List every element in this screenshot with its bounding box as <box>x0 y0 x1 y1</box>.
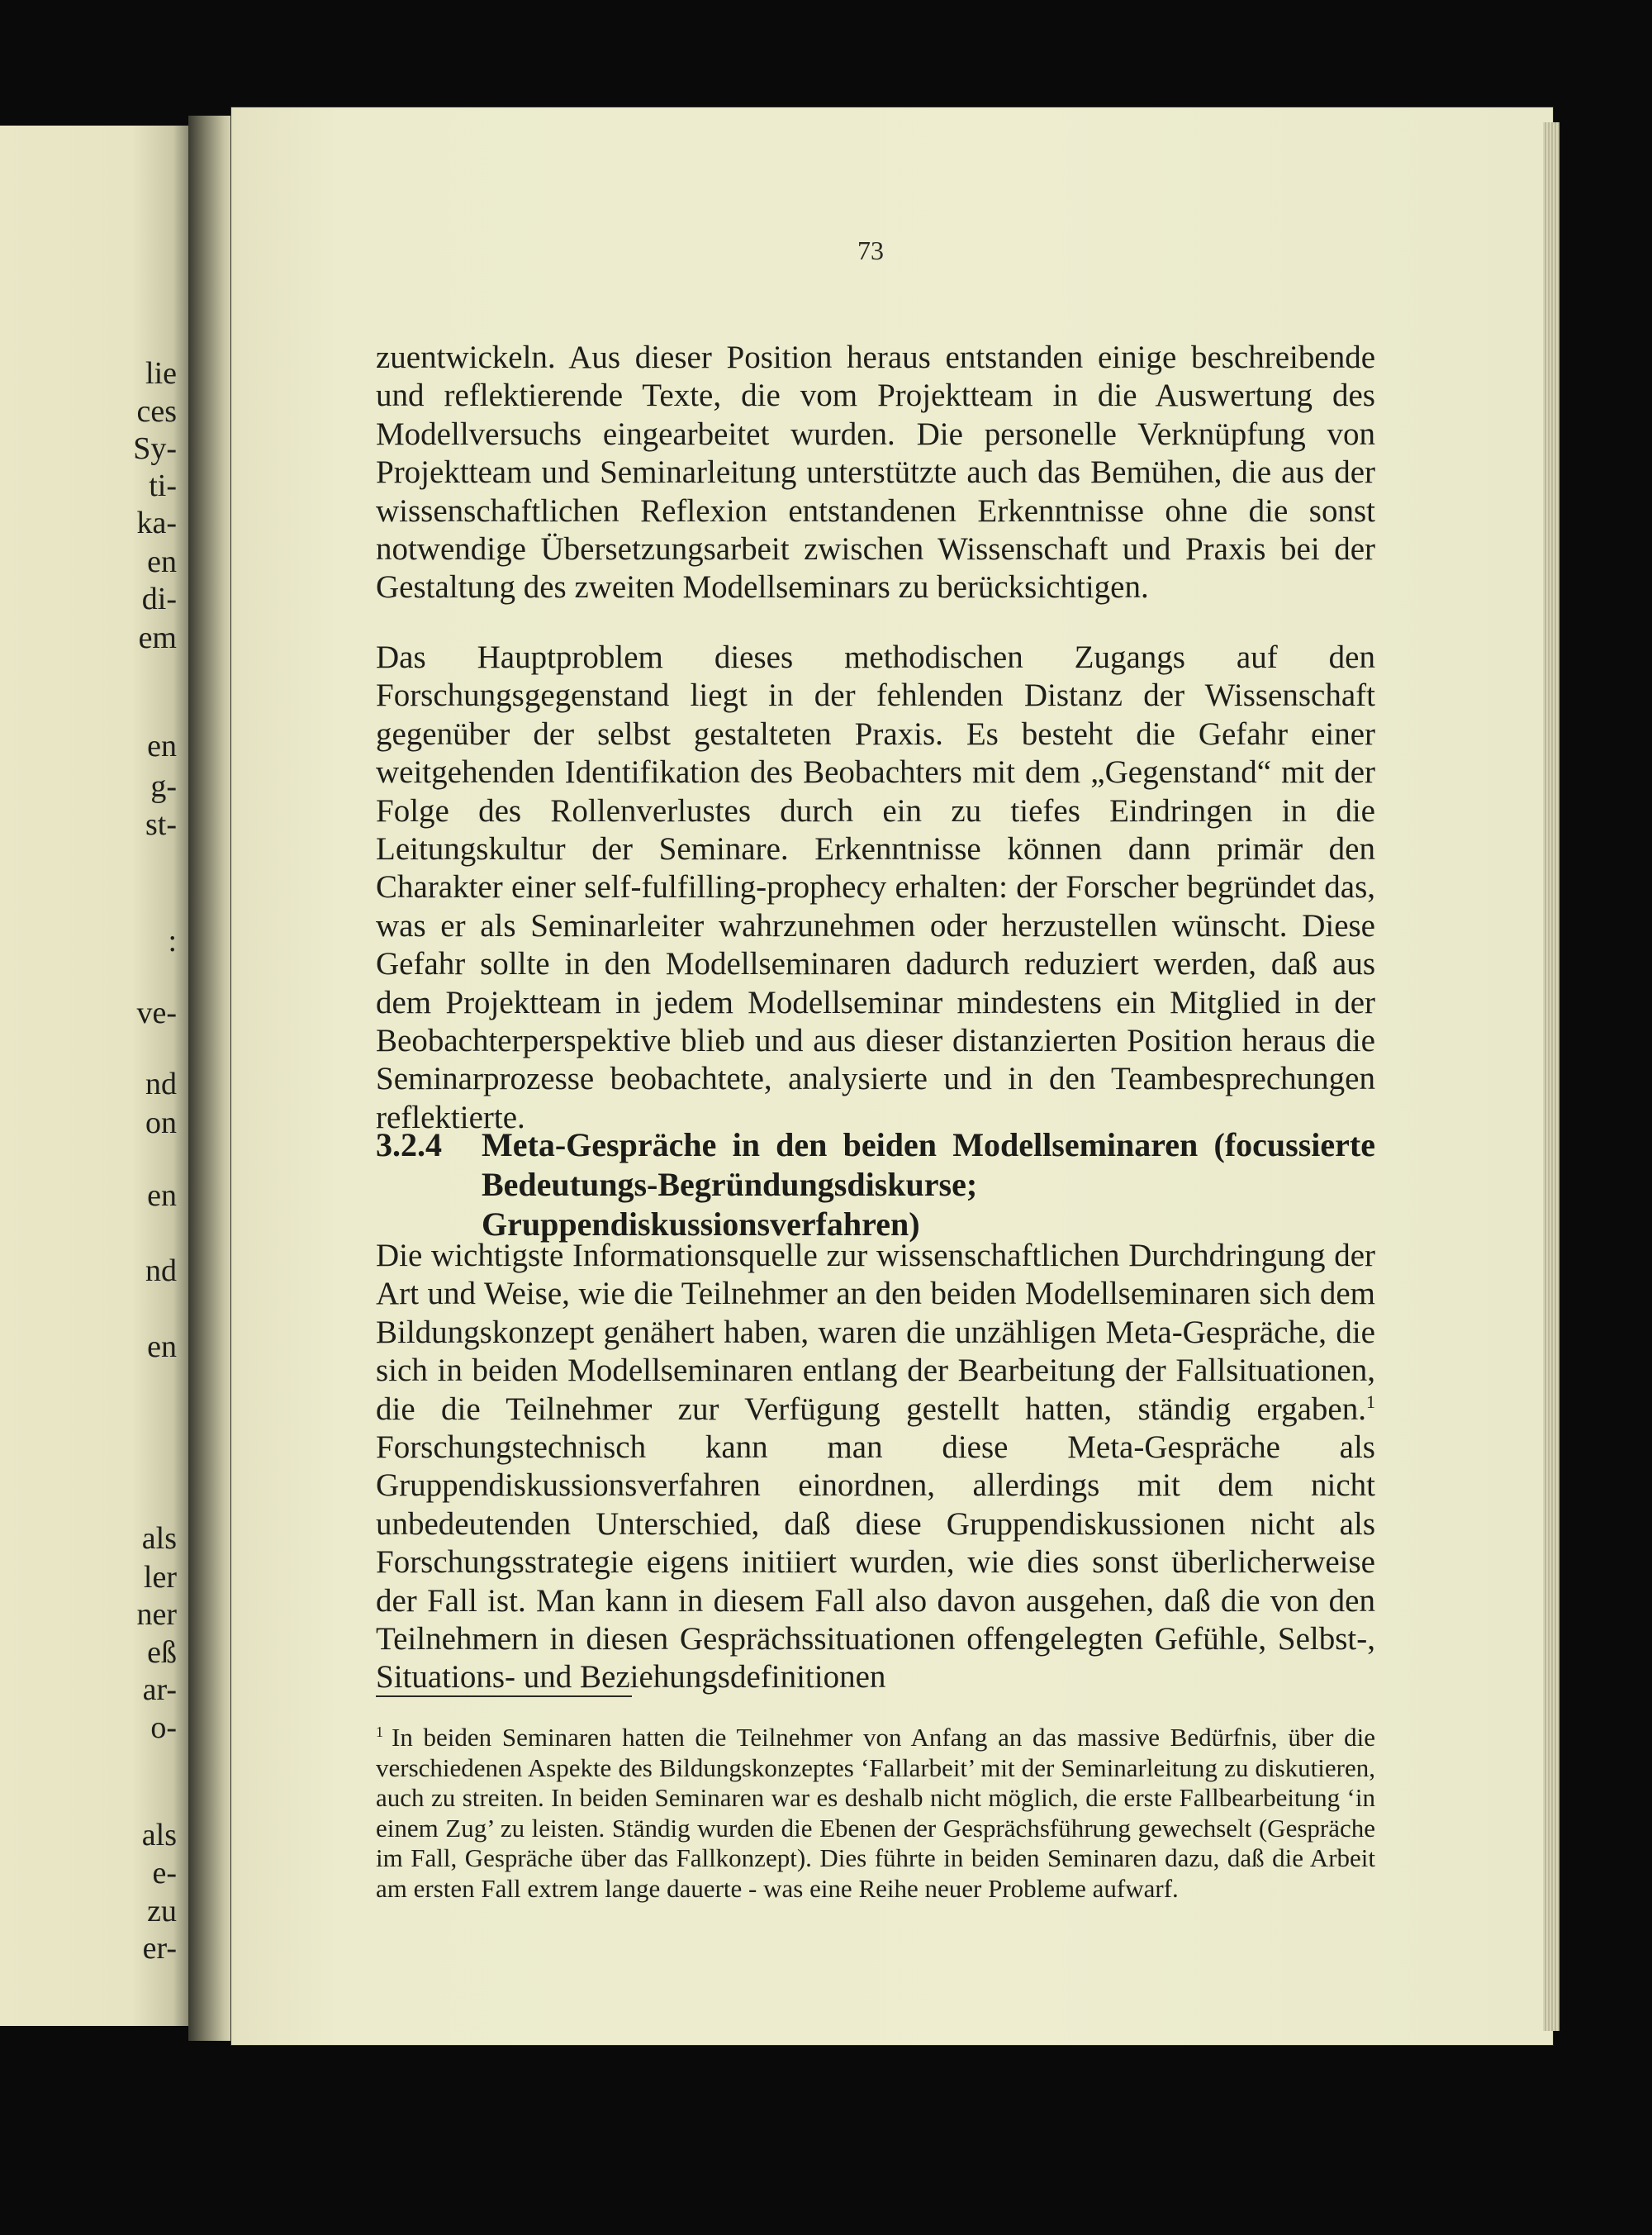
left-page-fragment: ner <box>136 1597 177 1632</box>
left-page-fragment: ve- <box>136 996 177 1030</box>
left-page-fragment: en <box>147 1178 177 1213</box>
section-heading: Meta-Gespräche in den beiden Modellseminaren (focussierte Bedeutungs-Begründungsdiskurse; Gruppendiskussionsverfahren) <box>482 1126 1375 1243</box>
left-page-fragment: e- <box>152 1856 177 1890</box>
left-page-fragment: nd <box>145 1067 177 1101</box>
left-page-fragment: ces <box>136 394 177 429</box>
left-page-fragment: nd <box>145 1253 177 1288</box>
left-page-fragment: als <box>141 1521 177 1556</box>
paragraph-1: zuentwickeln. Aus dieser Position heraus entstanden einige beschreibende und reflektierende Texte, die vom Projektteam in die Auswertung des Modellversuchs eingearbeitet wurden. Die personelle Verknüpfung von Projektteam und Seminarleitung unterstützte auch das Bemühen, die aus der wissenschaftlichen Reflexion entstandenen Erkenntnisse ohne die sonst notwendige Übersetzungsarbeit zwischen Wissenschaft und Praxis bei der Gestaltung des zweiten Modellseminars zu berücksichtigen. <box>376 340 1375 606</box>
left-page-fragment: ar- <box>142 1672 177 1707</box>
book-gutter-shadow <box>188 116 236 2041</box>
footnote-text: In beiden Seminaren hatten die Teilnehmer von Anfang an das massive Bedürfnis, über die verschiedenen Aspekte des Bildungskonzeptes ‘Fallarbeit’ mit der Seminarleitung zu diskutieren, auch zu streiten. In beiden Seminaren war es deshalb nicht möglich, die erste Fallbearbeitung ‘in einem Zug’ zu leisten. Ständig wurden die Ebenen der Gesprächsführung gewechselt (Gespräche im Fall, Gespräche über das Fallkonzept). Dies führte in beiden Seminaren dazu, daß die Arbeit am ersten Fall extrem lange dauerte - was eine Reihe neuer Probleme aufwarf. <box>376 1723 1375 1903</box>
page-number: 73 <box>857 235 884 265</box>
paragraph-3 <box>376 1237 1375 1697</box>
left-page-fragment: lie <box>145 356 177 391</box>
left-page-fragment: en <box>147 544 177 579</box>
footnote-reference: 1 <box>1366 1391 1375 1412</box>
left-page-fragment: er- <box>142 1931 177 1966</box>
paragraph-2: Das Hauptproblem dieses methodischen Zugangs auf den Forschungsgegenstand liegt in der fehlenden Distanz der Wissenschaft gegenüber der selbst gestalteten Praxis. Es besteht die Gefahr einer weitgehenden Identifikation des Beobachters mit dem „Gegenstand“ mit der Folge des Rollenverlustes durch ein zu tiefes Eindringen in die Leitungskultur der Seminare. Erkenntnisse können dann primär den Charakter einer self-fulfilling-prophecy erhalten: der Forscher begründet das, was er als Seminarleiter wahrzunehmen oder herzustellen wünscht. Diese Gefahr sollte in den Modellseminaren dadurch reduziert werden, daß aus dem Projektteam in jedem Modellseminar mindestens ein Mitglied in der Beobachterperspektive blieb und aus dieser distanzierten Position heraus die Seminarprozesse beobachtete, analysierte und in den Teambesprechungen reflektierte. <box>376 640 1375 1135</box>
left-page-fragment: on <box>145 1106 177 1140</box>
left-page-fragment: st- <box>145 807 177 842</box>
left-page-fragment: zu <box>147 1894 177 1928</box>
left-page-fragment: en <box>147 729 177 763</box>
footnote-divider <box>376 1695 632 1697</box>
section-number: 3.2.4 <box>376 1126 442 1163</box>
left-facing-page <box>0 126 188 2026</box>
left-page-fragment: em <box>138 621 177 655</box>
left-page-fragment: eß <box>147 1635 177 1670</box>
left-page-fragment: en <box>147 1329 177 1364</box>
page-edge-stack <box>1543 122 1559 2031</box>
left-page-fragment: di- <box>141 582 177 616</box>
footnote <box>376 1723 1375 1904</box>
left-page-fragment: o- <box>150 1710 177 1745</box>
footnote-mark: 1 <box>376 1723 383 1740</box>
left-page-fragment: als <box>141 1818 177 1852</box>
left-page-fragment: : <box>168 924 177 958</box>
left-page-fragment: ler <box>143 1560 177 1595</box>
left-page-fragment: Sy- <box>133 431 177 466</box>
left-page-fragment: ka- <box>136 506 177 540</box>
paragraph-3-text-b: Forschungstechnisch kann man diese Meta-Gespräche als Gruppendiskussionsverfahren einordnen, allerdings mit dem nicht unbedeutenden Unterschied, daß diese Gruppendiskussionen nicht als Forschungsstrategie eigens initiiert wurden, wie dies sonst überlicherweise der Fall ist. Man kann in diesem Fall also davon ausgehen, daß die von den Teilnehmern in diesen Gesprächssituationen offengelegten Gefühle, Selbst-, Situations- und Beziehungsdefinitionen <box>376 1429 1375 1695</box>
left-page-fragment: ti- <box>149 468 177 503</box>
left-page-fragment: g- <box>150 769 177 804</box>
paragraph-3-text-a: Die wichtigste Informationsquelle zur wissenschaftlichen Durchdringung der Art und Weise, wie die Teilnehmer an den beiden Modellseminaren sich dem Bildungskonzept genähert haben, waren die unzähligen Meta-Gespräche, die sich in beiden Modellseminaren entlang der Bearbeitung der Fallsituationen, die die Teilnehmer zur Verfügung gestellt hatten, ständig ergaben. <box>376 1238 1375 1427</box>
